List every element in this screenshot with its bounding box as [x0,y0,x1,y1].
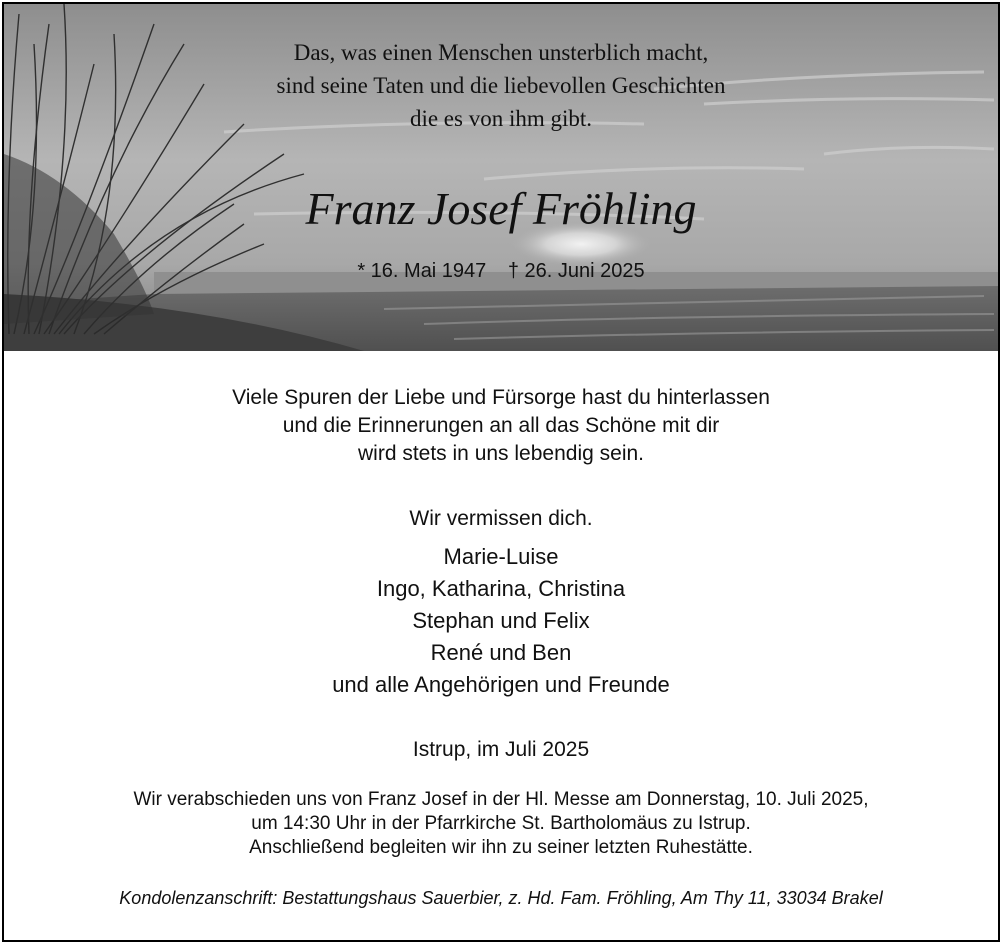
service-line-3: Anschließend begleiten wir ihn zu seiner letzten Ruhestätte. [249,837,753,858]
mourner-3: Stephan und Felix [412,608,590,633]
obituary-card [2,2,1000,942]
verse-line-3: wird stets in uns lebendig sein. [358,442,644,465]
verse-line-1: Viele Spuren der Liebe und Fürsorge hast du hinterlassen [232,386,770,409]
birth-date: * 16. Mai 1947 [357,260,487,282]
mourner-4: René und Ben [430,640,572,665]
verse-line-2: und die Erinnerungen an all das Schöne mit dir [282,414,720,437]
deceased-name: Franz Josef Fröhling [305,183,697,234]
quote-line-3: die es von ihm gibt. [409,106,593,131]
mourner-1: Marie-Luise [443,544,559,569]
condolence-address: Kondolenzanschrift: Bestattungshaus Sauerbier, z. Hd. Fam. Fröhling, Am Thy 11, 33034 Brakel [119,888,883,908]
place-date: Istrup, im Juli 2025 [412,738,590,761]
mourner-2: Ingo, Katharina, Christina [376,576,626,601]
header-photo [4,4,998,351]
service-line-1: Wir verabschieden uns von Franz Josef in der Hl. Messe am Donnerstag, 10. Juli 2025, [133,789,869,810]
quote-line-1: Das, was einen Menschen unsterblich macht, [293,40,709,65]
life-dates [4,260,998,283]
miss-line: Wir vermissen dich. [409,507,593,530]
service-line-2: um 14:30 Uhr in der Pfarrkirche St. Bartholomäus zu Istrup. [251,813,751,834]
death-date: † 26. Juni 2025 [507,260,645,282]
mourner-5: und alle Angehörigen und Freunde [332,672,670,697]
quote-line-2: sind seine Taten und die liebevollen Geschichten [276,73,726,98]
